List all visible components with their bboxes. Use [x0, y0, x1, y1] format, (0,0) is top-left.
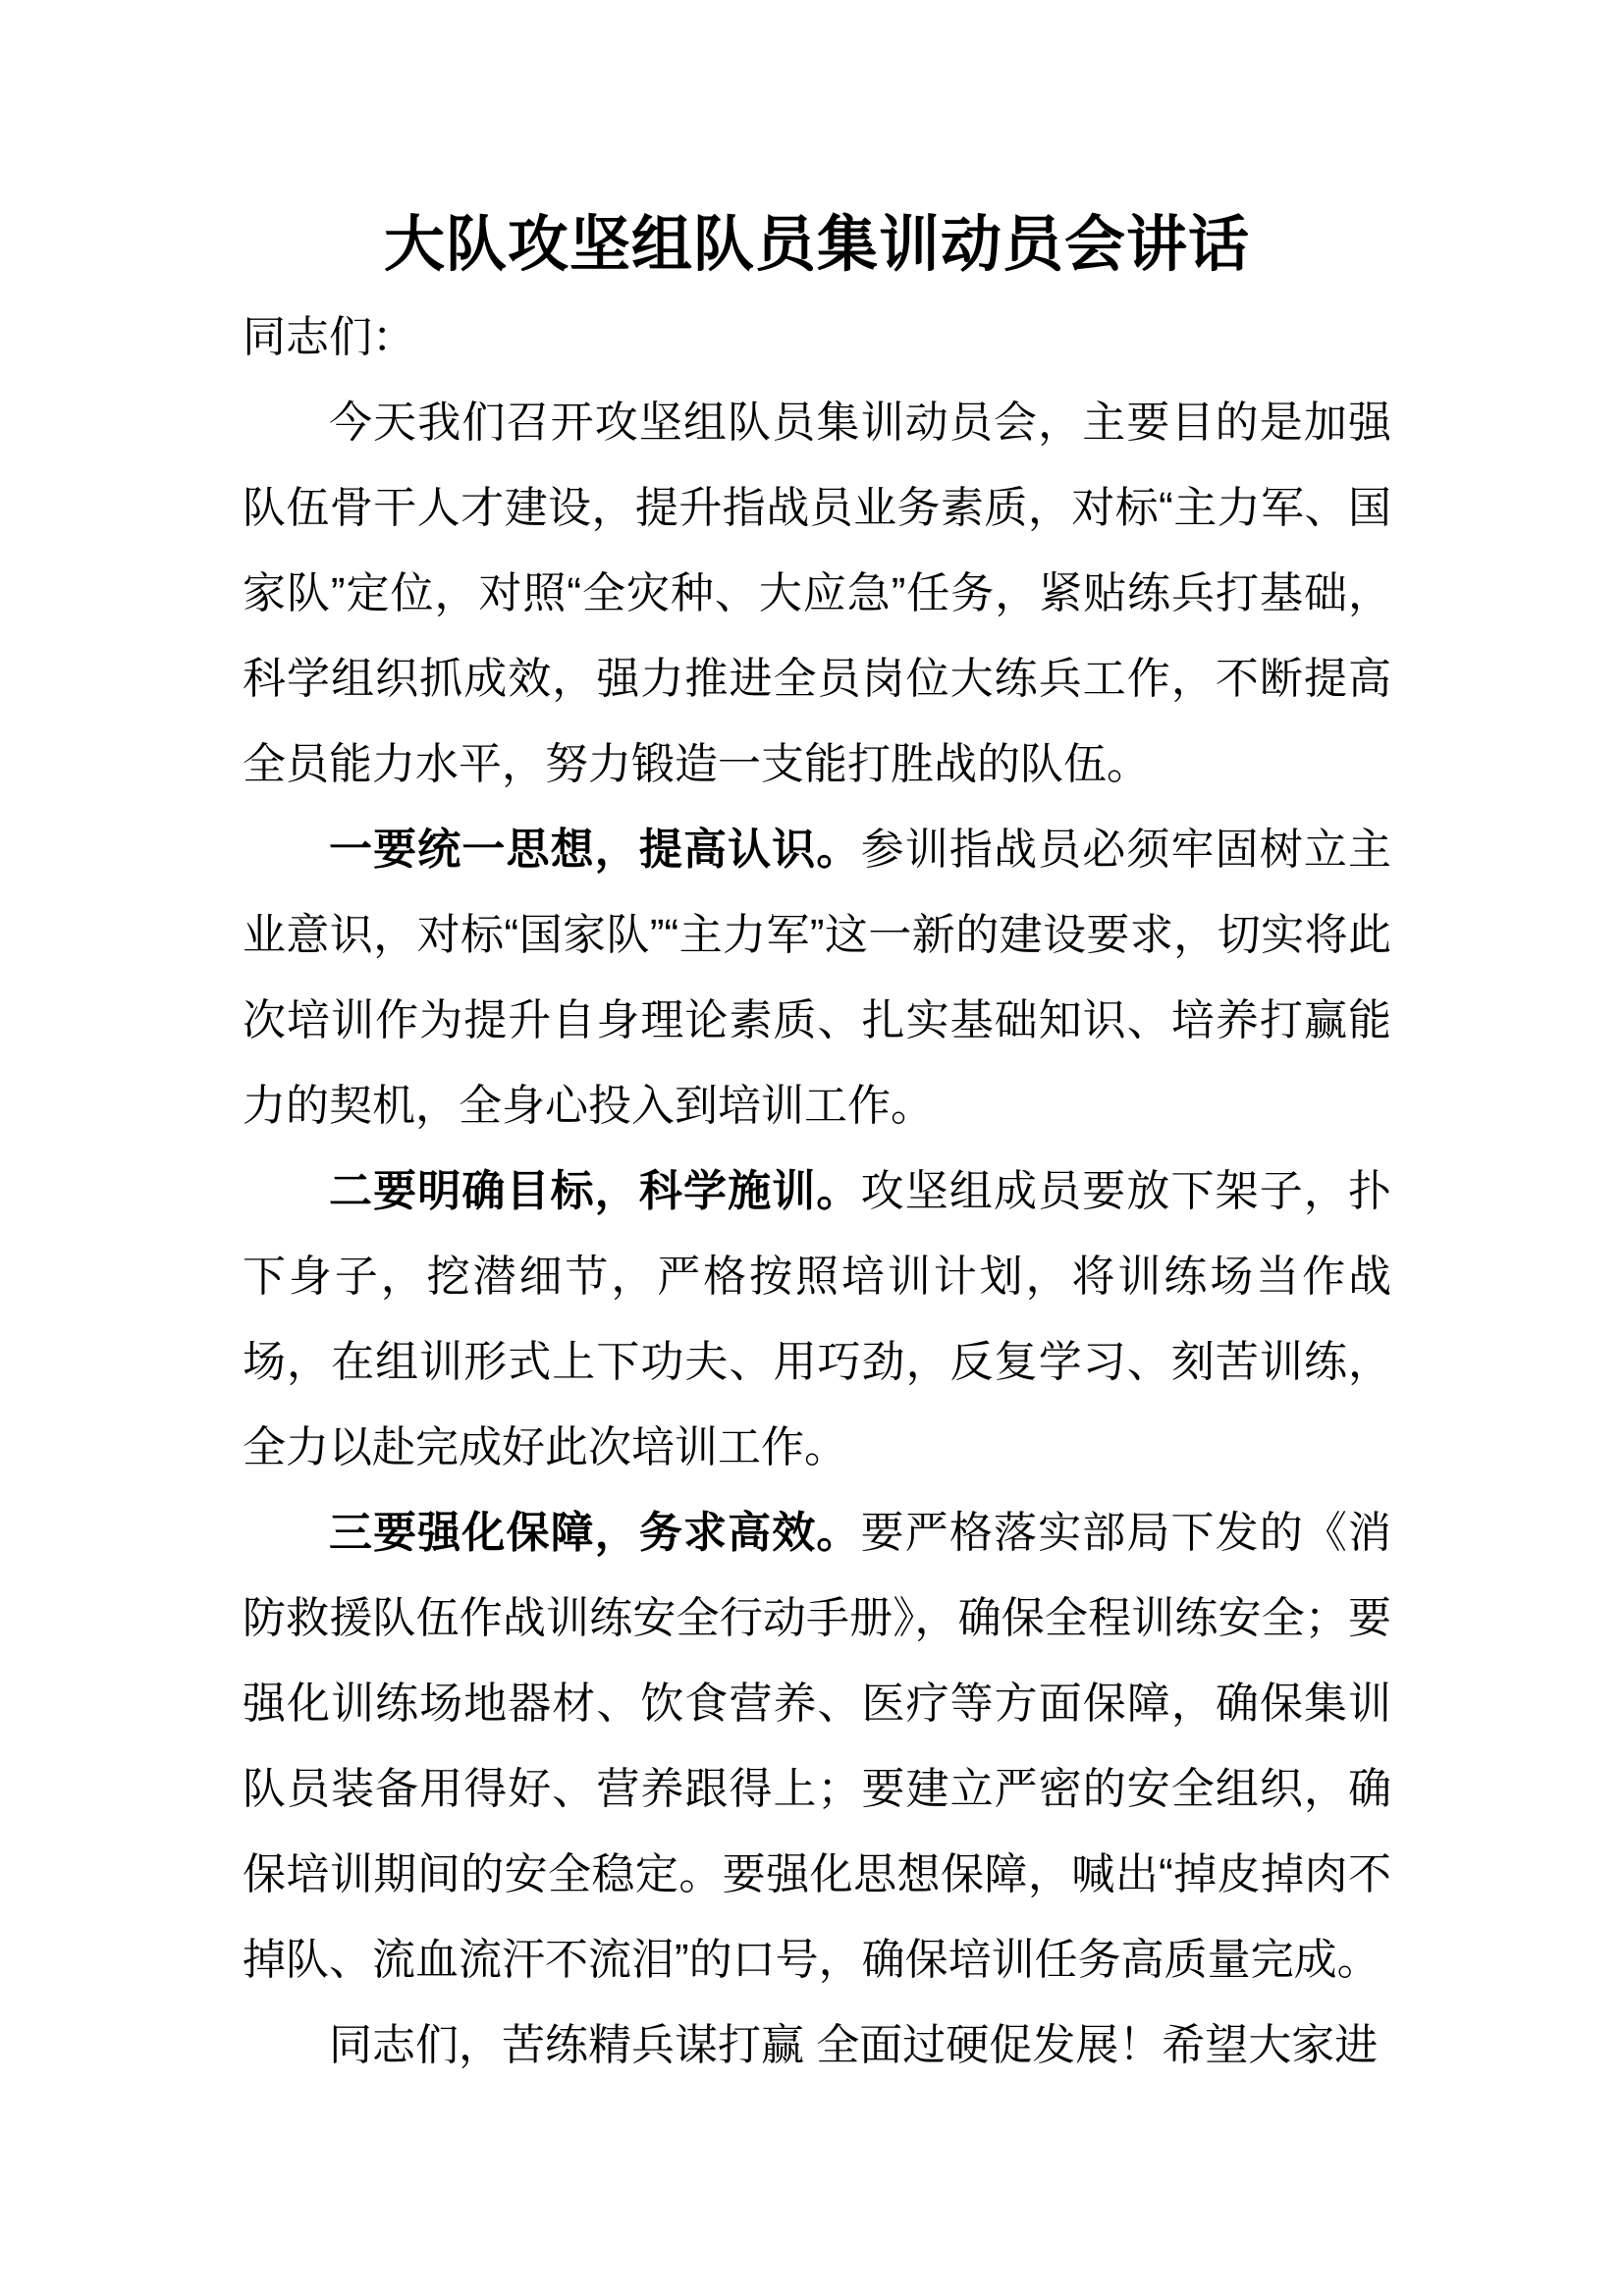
paragraph-point-1	[243, 807, 1391, 1148]
document-title: 大队攻坚组队员集训动员会讲话	[383, 211, 1250, 279]
paragraph-point-3	[243, 1490, 1391, 2002]
paragraph-closing-text: 同志们，苦练精兵谋打赢 全面过硬促发展！希望大家进	[329, 2021, 1379, 2069]
paragraph-point-1-text: 参训指战员必须牢固树立主业意识，对标“国家队”“主力军”这一新的建设要求，切实将此次培训作为提升自身理论素质、扎实基础知识、培养打赢能力的契机，全身心投入到培训工作。	[243, 826, 1392, 1130]
paragraph-intro-text: 今天我们召开攻坚组队员集训动员会，主要目的是加强队伍骨干人才建设，提升指战员业务素质，对标“主力军、国家队”定位，对照“全灾种、大应急”任务，紧贴练兵打基础，科学组织抓成效，强力推进全员岗位大练兵工作，不断提高全员能力水平，努力锻造一支能打胜战的队伍。	[243, 399, 1391, 788]
salutation: 同志们：	[243, 313, 415, 361]
paragraph-intro	[243, 380, 1391, 807]
paragraph-point-1-lead: 一要统一思想，提高认识。	[329, 826, 861, 874]
paragraph-point-3-text: 要严格落实部局下发的《消防救援队伍作战训练安全行动手册》，确保全程训练安全；要强化训练场地器材、饮食营养、医疗等方面保障，确保集训队员装备用得好、营养跟得上；要建立严密的安全组织，确保培训期间的安全稳定。要强化思想保障，喊出“掉皮掉肉不掉队、流血流汗不流泪”的口号，确保培训任务高质量完成。	[243, 1509, 1392, 1984]
paragraph-point-2-text: 攻坚组成员要放下架子，扑下身子，挖潜细节，严格按照培训计划，将训练场当作战场，在组训形式上下功夫、用巧劲，反复学习、刻苦训练，全力以赴完成好此次培训工作。	[243, 1167, 1392, 1471]
paragraph-point-2	[243, 1148, 1391, 1490]
document-content	[243, 196, 1391, 2088]
paragraph-point-2-lead: 二要明确目标，科学施训。	[329, 1167, 861, 1215]
paragraph-point-3-lead: 三要强化保障，务求高效。	[329, 1509, 861, 1557]
paragraph-closing	[243, 2002, 1391, 2088]
